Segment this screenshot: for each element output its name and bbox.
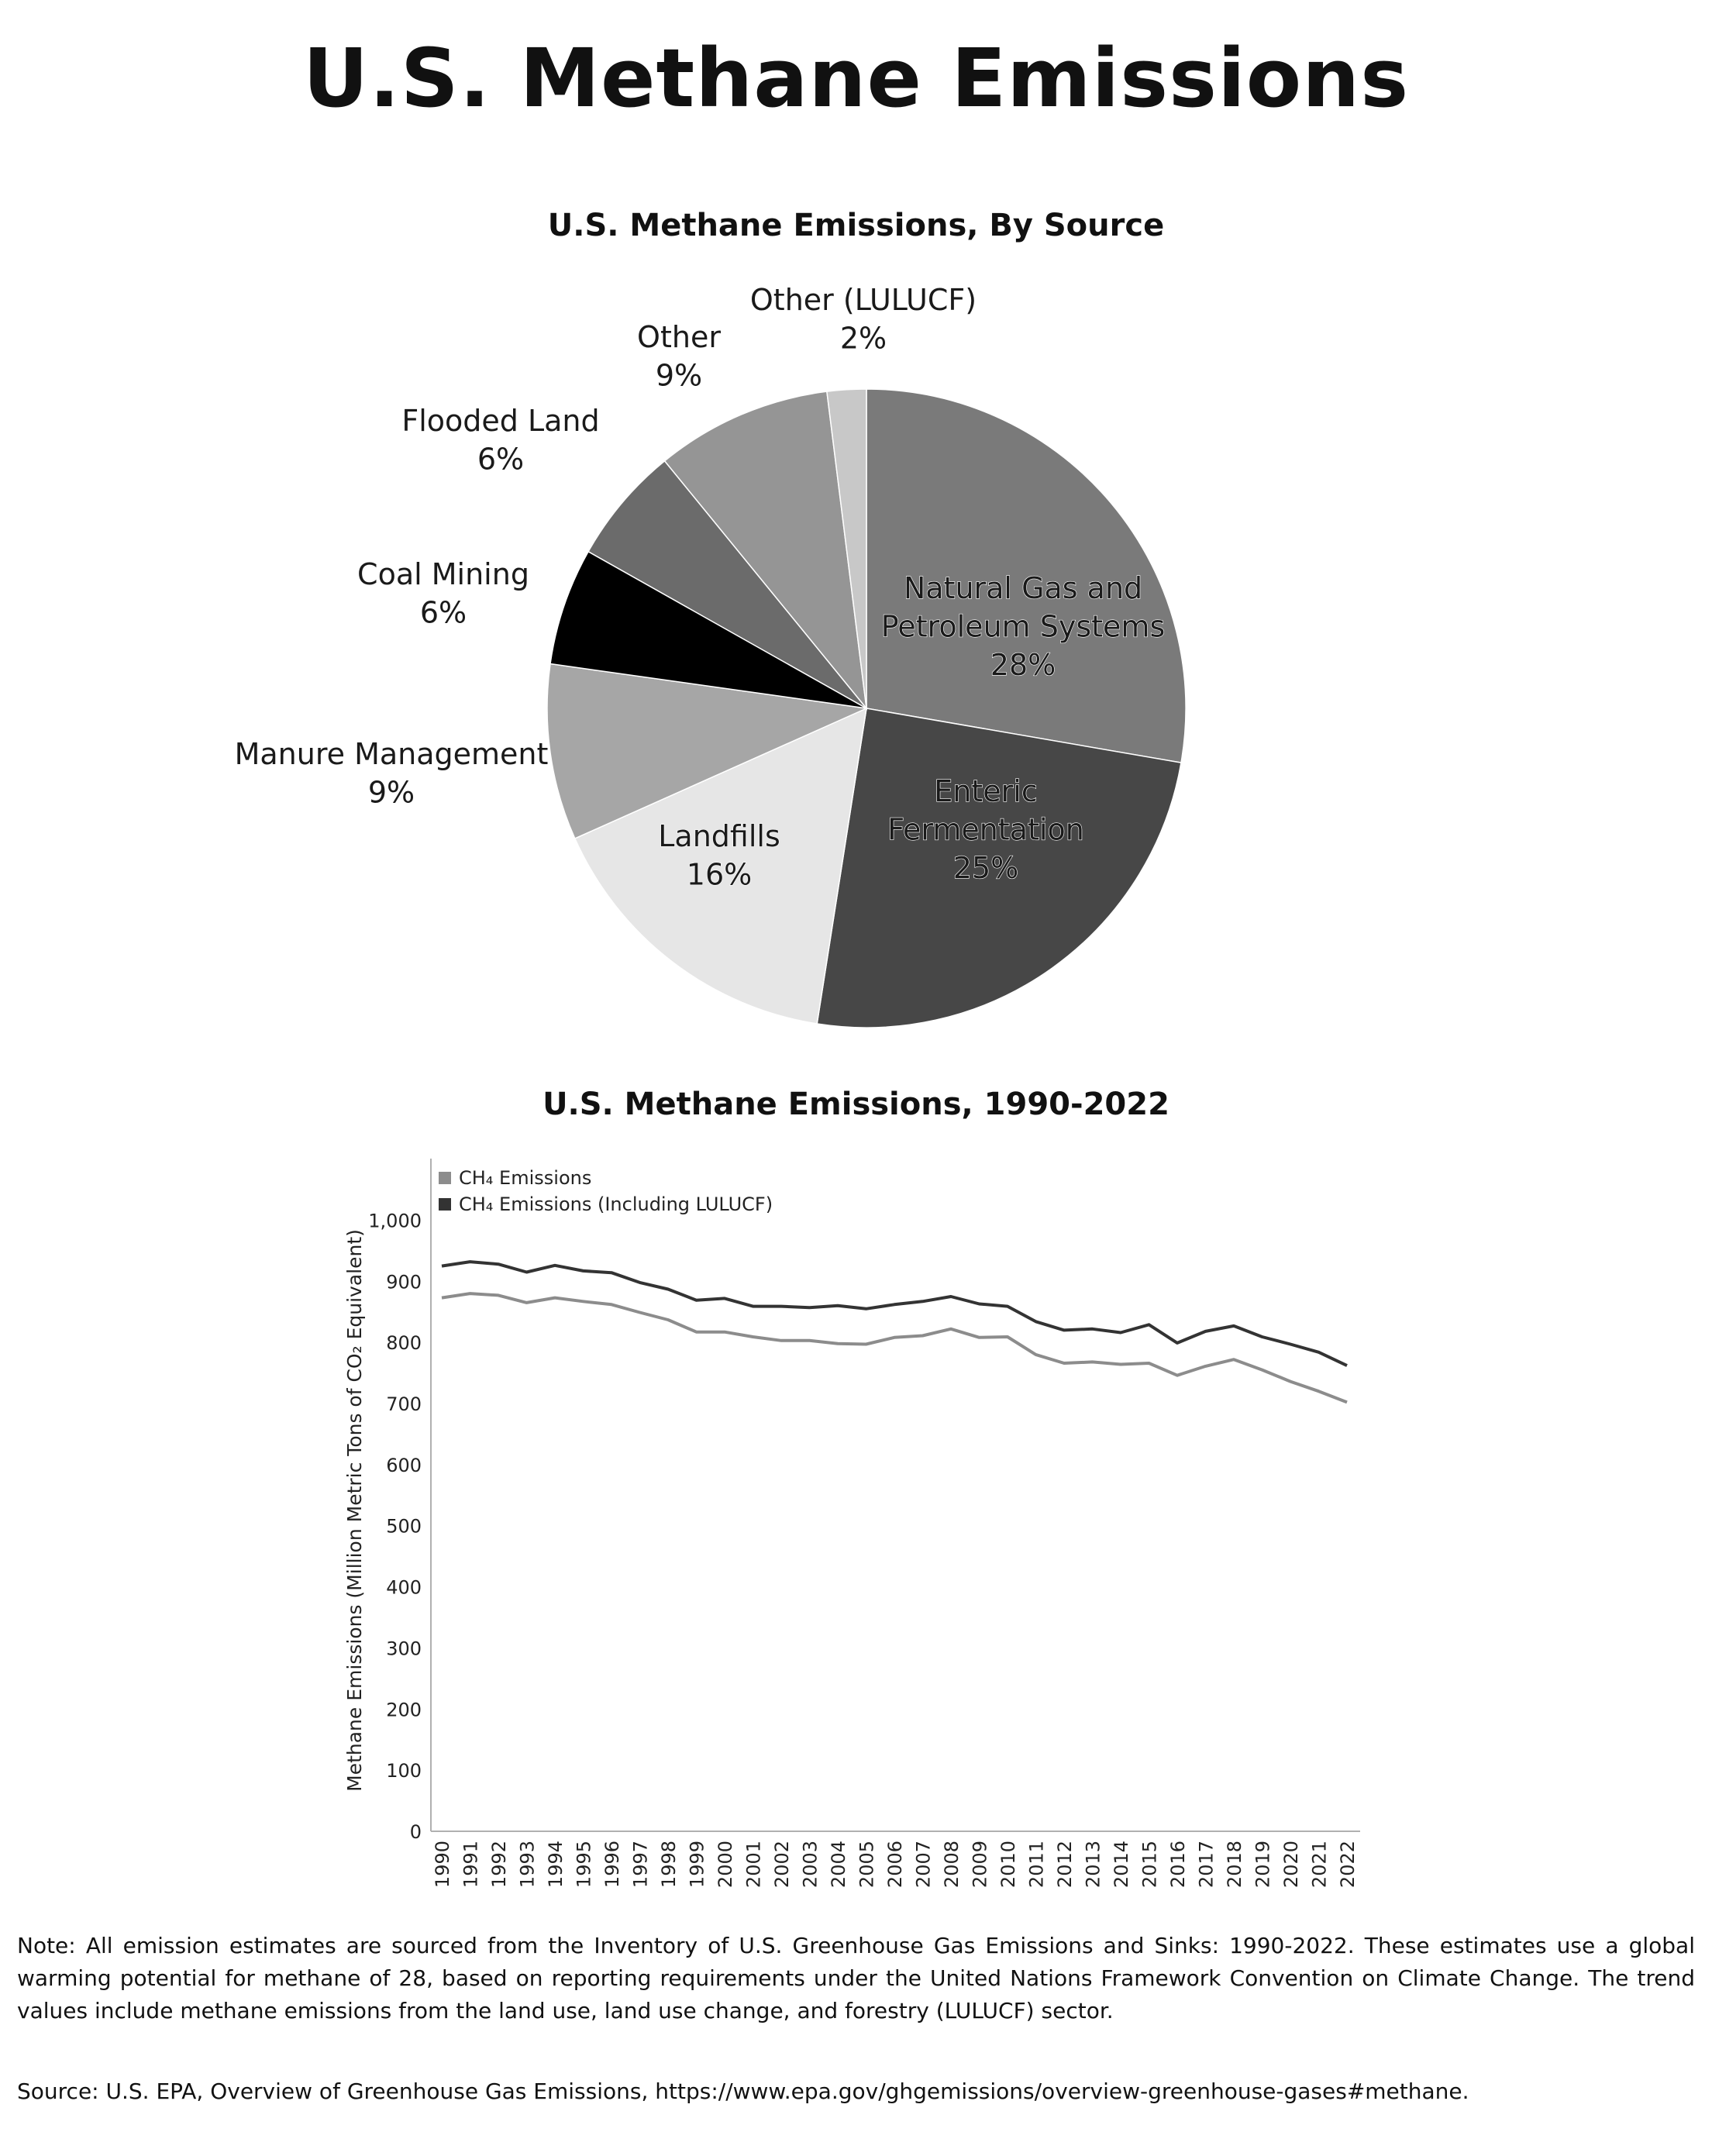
y-tick-label: 100: [386, 1760, 422, 1782]
pie-label-flooded-land: Flooded Land 6%: [401, 404, 600, 477]
pie-label-landfills: Landfills 16%: [658, 819, 780, 892]
x-tick-label: 2008: [941, 1841, 963, 1889]
pie-chart: [0, 256, 1712, 1046]
x-tick-label: 2014: [1111, 1841, 1132, 1889]
x-tick-label: 2019: [1252, 1841, 1274, 1889]
x-tick-label: 2018: [1224, 1841, 1245, 1889]
x-tick-label: 1995: [573, 1841, 595, 1889]
y-tick-label: 600: [386, 1454, 422, 1476]
x-tick-label: 2004: [828, 1841, 849, 1889]
x-tick-label: 2016: [1167, 1841, 1189, 1889]
legend-label-ch-emissions: CH₄ Emissions: [459, 1167, 592, 1189]
x-tick-label: 2011: [1025, 1841, 1048, 1889]
x-tick-label: 2015: [1138, 1841, 1161, 1889]
x-tick-label: 2017: [1195, 1841, 1218, 1889]
legend-swatch: [439, 1198, 451, 1211]
legend-swatch: [439, 1172, 451, 1184]
y-tick-label: 800: [386, 1332, 422, 1355]
x-tick-label: 2000: [715, 1841, 736, 1889]
y-tick-label: 900: [386, 1271, 422, 1293]
x-tick-label: 2009: [969, 1841, 991, 1889]
pie-label-coal-mining: Coal Mining 6%: [357, 557, 529, 630]
y-tick-label: 200: [386, 1699, 422, 1721]
x-tick-label: 2005: [856, 1841, 878, 1889]
x-tick-label: 2020: [1280, 1841, 1302, 1889]
y-tick-label: 0: [409, 1821, 422, 1843]
footnote: Note: All emission estimates are sourced from the Inventory of U.S. Greenhouse Gas Emissions and Sinks: 1990-2022. These estimates use a global warming potential for methane of 28, based on reporting requirements under the United Nations Framework Convention on Climate Change. The trend values include methane emissions from the land use, land use change, and forestry (LULUCF) sector.: [17, 1933, 1695, 2023]
pie-label-manure-management: Manure Management 9%: [234, 737, 549, 810]
page-title: U.S. Methane Emissions: [302, 31, 1410, 126]
x-tick-label: 2012: [1054, 1841, 1076, 1889]
pie-label-other: Other 9%: [637, 320, 721, 393]
x-tick-label: 2006: [884, 1841, 906, 1889]
x-tick-label: 1997: [629, 1841, 652, 1889]
legend-label-ch-emissions-including-lulucf: CH₄ Emissions (Including LULUCF): [459, 1193, 773, 1215]
y-tick-label: 400: [386, 1576, 422, 1599]
x-tick-label: 1992: [488, 1841, 510, 1889]
pie-chart-title: U.S. Methane Emissions, By Source: [547, 208, 1165, 243]
pie-label-enteric-fermentation: Enteric Fermentation 25%: [887, 774, 1084, 885]
x-tick-label: 1990: [432, 1841, 453, 1889]
pie-label-other-lulucf: Other (LULUCF) 2%: [749, 283, 977, 356]
x-tick-label: 1993: [516, 1841, 539, 1889]
y-tick-label: 300: [386, 1638, 422, 1660]
y-tick-label: 1,000: [368, 1210, 422, 1232]
source-citation: Source: U.S. EPA, Overview of Greenhouse Gas Emissions, https://www.epa.gov/ghgemissions/overview-greenhouse-gases#methane.: [17, 2079, 1469, 2104]
x-tick-label: 1999: [686, 1841, 708, 1889]
x-tick-label: 2002: [771, 1841, 793, 1889]
series-line-ch-emissions: [442, 1293, 1347, 1402]
x-tick-label: 1991: [460, 1841, 482, 1889]
x-tick-label: 1996: [601, 1841, 623, 1889]
x-tick-label: 2022: [1337, 1841, 1359, 1889]
y-tick-label: 700: [386, 1393, 422, 1415]
x-tick-label: 1998: [658, 1841, 680, 1889]
x-tick-label: 2021: [1308, 1841, 1331, 1889]
x-tick-label: 1994: [545, 1841, 567, 1889]
x-tick-label: 2001: [742, 1841, 765, 1889]
series-line-ch-emissions-including-lulucf: [442, 1262, 1347, 1366]
x-tick-label: 2013: [1082, 1841, 1104, 1889]
x-tick-label: 2003: [799, 1841, 822, 1889]
line-chart-title: U.S. Methane Emissions, 1990-2022: [543, 1087, 1169, 1122]
pie-label-natural-gas-and-petroleum-systems: Natural Gas and Petroleum Systems 28%: [880, 571, 1166, 682]
x-tick-label: 2010: [997, 1841, 1019, 1889]
x-tick-label: 2007: [912, 1841, 935, 1889]
line-chart: [0, 1131, 1712, 1906]
y-axis-label: Methane Emissions (Million Metric Tons of CO₂ Equivalent): [343, 1229, 366, 1792]
y-tick-label: 500: [386, 1515, 422, 1538]
